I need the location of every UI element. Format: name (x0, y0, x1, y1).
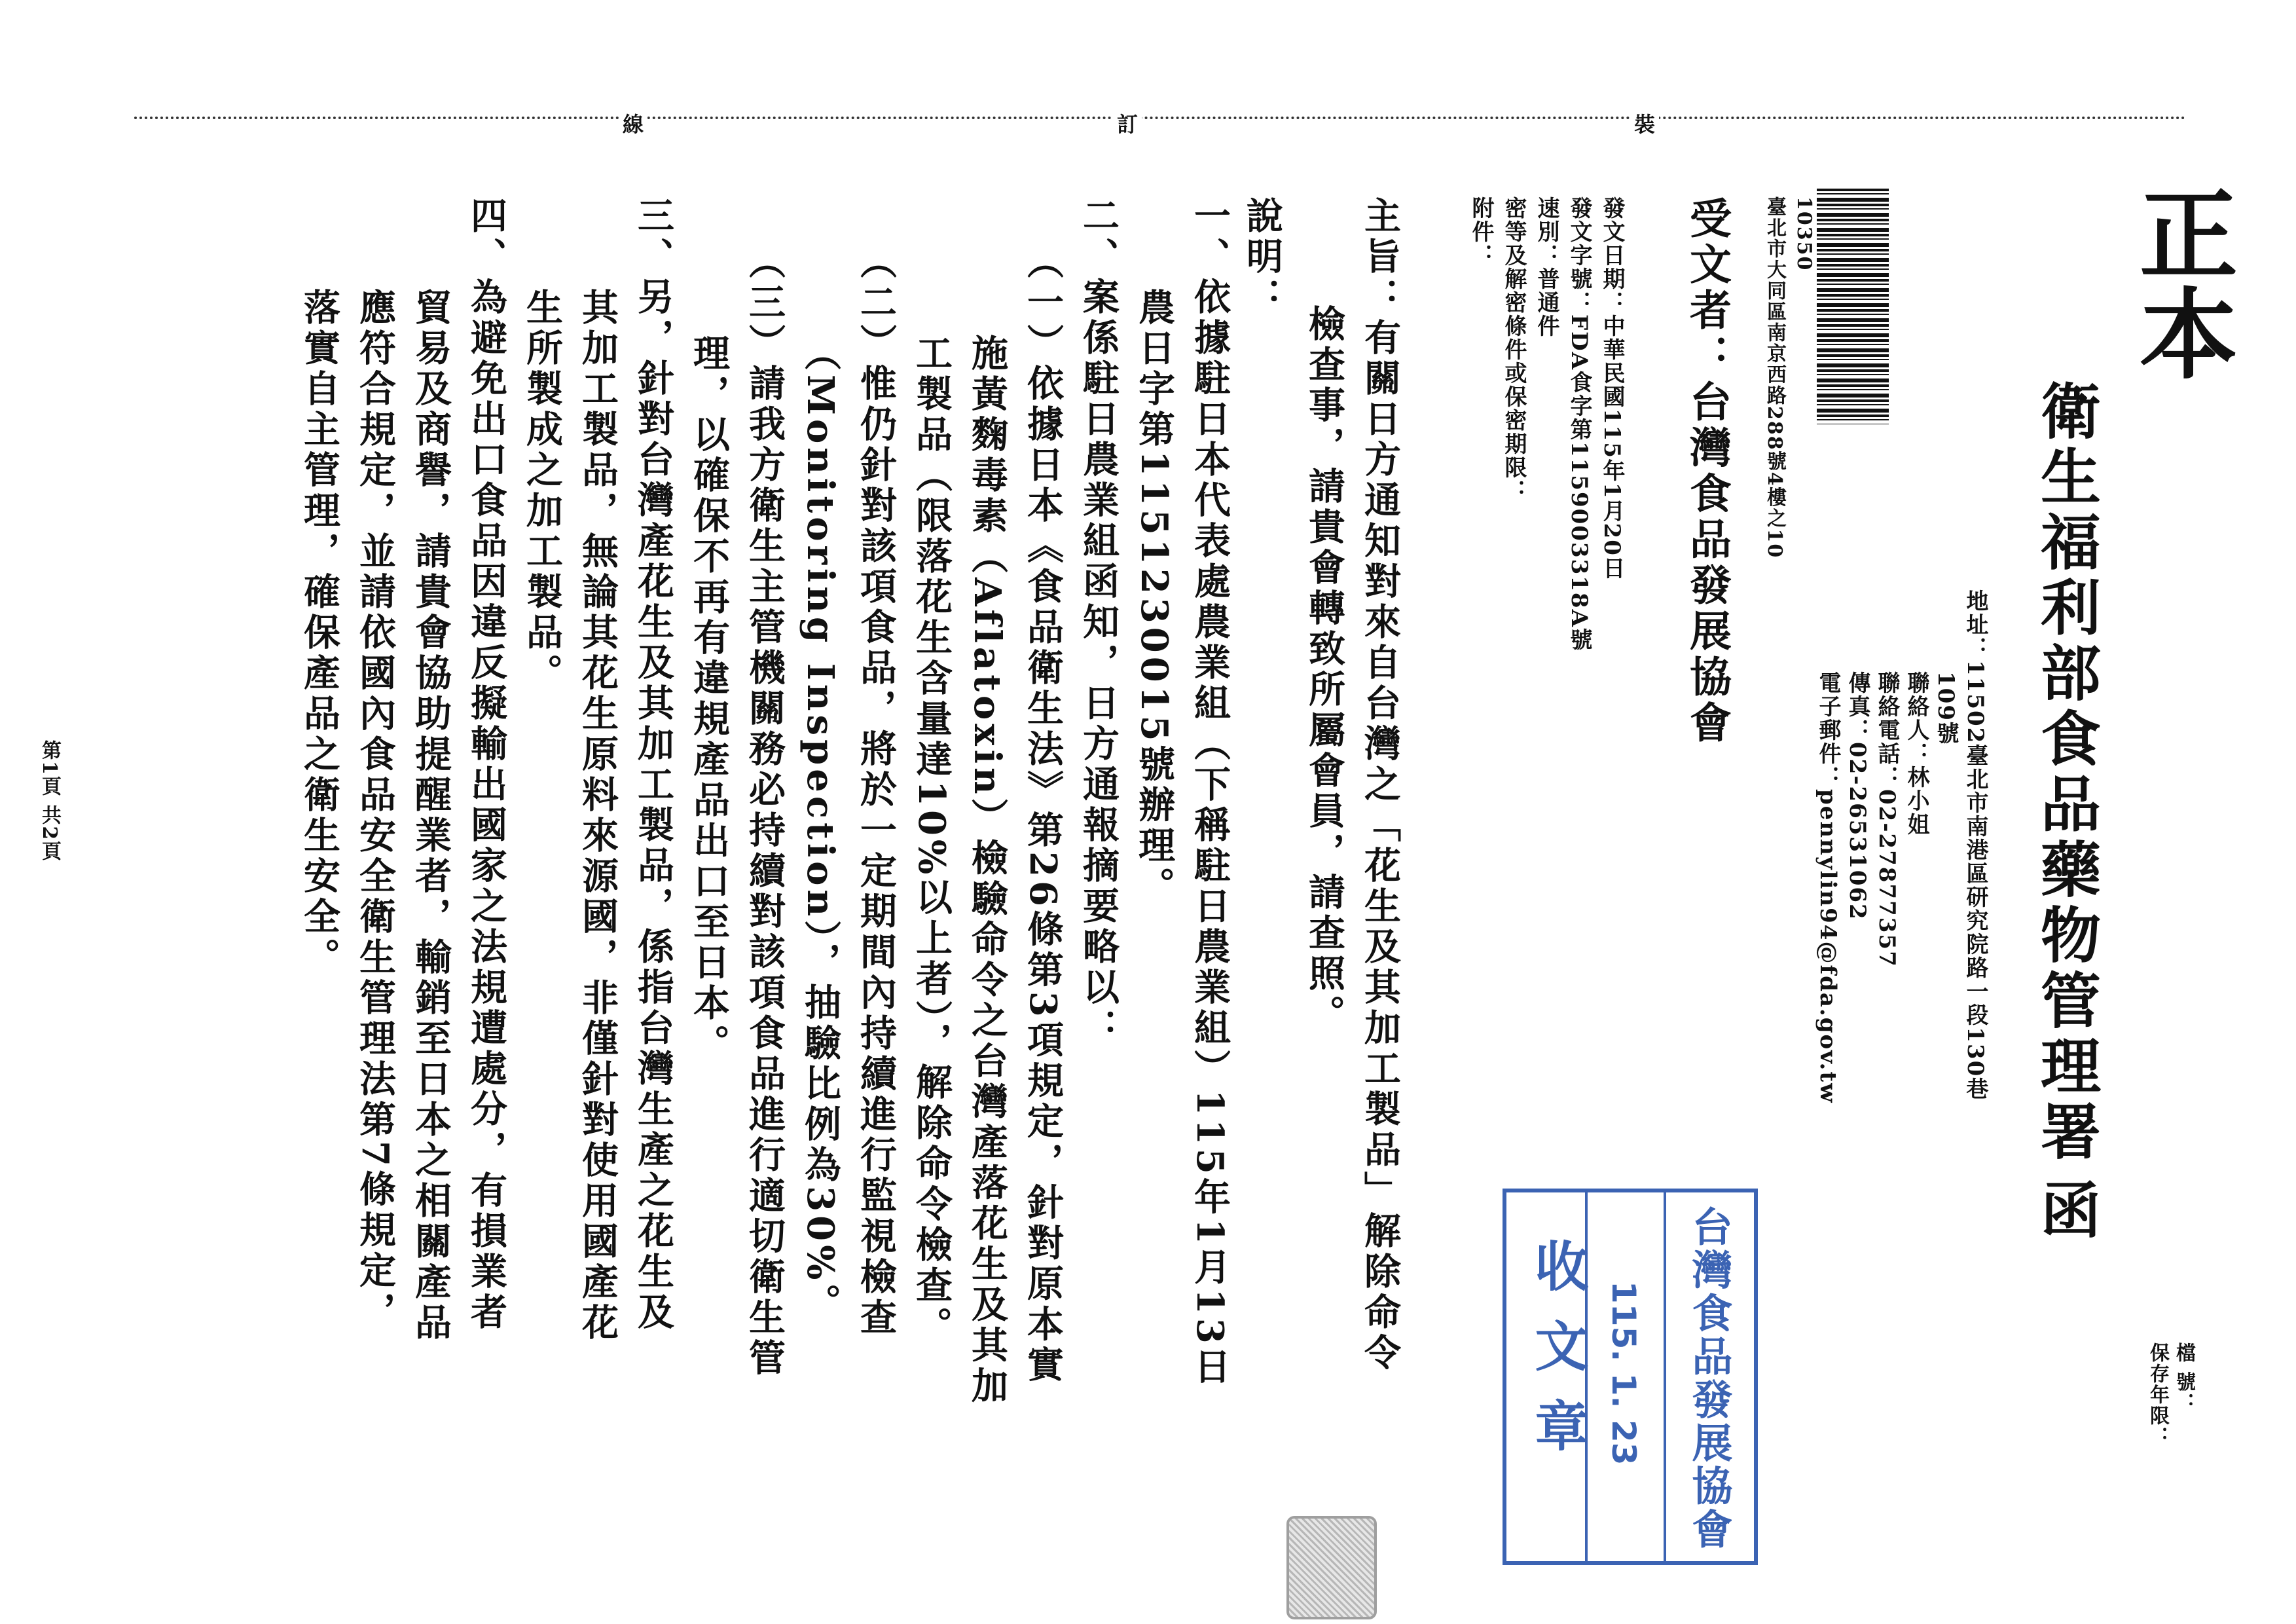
subject-line-2: 檢查事，請貴會轉致所屬會員，請查照。 (1303, 304, 1346, 1035)
explanation-line: 四、為避免出口食品因違反擬輸出國家之法規遭處分，有損業者 (465, 196, 508, 1333)
explanation-line: 生所製成之加工製品。 (520, 288, 564, 694)
sender-address-cont: 109號 (1933, 671, 1959, 745)
binding-mark-zhuang: 裝 (1630, 108, 1659, 138)
explanation-line: 三、另，針對台灣產花生及其加工製品，係指台灣生產之花生及 (632, 196, 675, 1333)
file-no-label: 檔 號： (2172, 1342, 2195, 1414)
binding-line (134, 117, 2187, 119)
explanation-line: 農日字第1151230015號辦理。 (1133, 288, 1176, 908)
sender-address: 地址：11502臺北市南港區研究院路一段130巷 (1962, 589, 1988, 1101)
explanation-line: 一、依據駐日本代表處農業組（下稱駐日農業組）115年1月13日 (1188, 196, 1231, 1388)
explanation-line: 應符合規定，並請依國內食品安全衛生管理法第7條規定， (354, 288, 397, 1333)
doc-type: 函 (2031, 1179, 2102, 1240)
stamp-label: 收文章 (1526, 1238, 1589, 1478)
stamp-date: 115. 1. 23 (1605, 1281, 1643, 1466)
explanation-line: 落實自主管理，確保產品之衛生安全。 (298, 288, 341, 978)
delivery-speed: 速別：普通件 (1533, 196, 1559, 338)
page-number: 第1頁 共2頁 (38, 740, 61, 862)
binding-mark-ding: 訂 (1113, 108, 1142, 138)
sender-fax: 傳真：02-26531062 (1844, 671, 1870, 921)
explanation-line: 工製品（限落花生含量達10%以上者），解除命令檢查。 (910, 334, 953, 1348)
recipient-address: 臺北市大同區南京西路288號4樓之10 (1763, 196, 1786, 559)
attachment: 附件： (1468, 196, 1494, 267)
sender-phone: 聯絡電話：02-27877357 (1874, 671, 1900, 968)
doc-number: 發文字號：FDA食字第1159003318A號 (1566, 196, 1592, 652)
recipient-postcode: 10350 (1793, 196, 1815, 272)
binding-mark-xian: 線 (619, 108, 647, 138)
stamp-org: 台灣食品發展協會 (1685, 1206, 1733, 1551)
explanation-line: 理，以確保不再有違規產品出口至日本。 (687, 334, 731, 1065)
subject-line-1: 主旨：有關日方通知對來自台灣之「花生及其加工製品」解除命令 (1358, 196, 1402, 1374)
explanation-line: （Monitoring Inspection），抽驗比例為30%。 (799, 334, 842, 1325)
agency-title: 衛生福利部食品藥物管理署 (2031, 380, 2102, 1166)
explanation-line: 施黃麴毒素（Aflatoxin）檢驗命令之台灣產落花生及其加 (966, 334, 1009, 1407)
seal-mark (1286, 1516, 1377, 1619)
explanation-label: 說明： (1241, 196, 1284, 318)
sender-email: 電子郵件：pennylin94@fda.gov.tw (1815, 671, 1841, 1104)
explanation-line: 貿易及商譽，請貴會協助提醒業者，輸銷至日本之相關產品 (409, 288, 452, 1344)
recipient-name: 受文者：台灣食品發展協會 (1683, 196, 1732, 747)
explanation-line: （二）惟仍針對該項食品，將於一定期間內持續進行監視檢查 (854, 242, 898, 1338)
sender-contact: 聯絡人：林小姐 (1903, 671, 1929, 836)
secrecy-level: 密等及解密條件或保密期限： (1501, 196, 1527, 503)
barcode (1817, 189, 1889, 424)
explanation-line: 二、案係駐日農業組函知，日方通報摘要略以： (1077, 196, 1120, 1049)
receipt-stamp (1503, 1189, 1758, 1565)
copy-mark: 正本 (2123, 183, 2238, 382)
retention-label: 保存年限： (2146, 1342, 2169, 1447)
explanation-line: （三）請我方衛生主管機關務必持續對該項食品進行適切衛生管 (743, 242, 786, 1379)
explanation-line: （一）依據日本《食品衛生法》第26條第3項規定，針對原本實 (1021, 242, 1065, 1386)
explanation-line: 其加工製品，無論其花生原料來源國，非僅針對使用國產花 (576, 288, 619, 1344)
issue-date: 發文日期：中華民國115年1月20日 (1599, 196, 1625, 580)
